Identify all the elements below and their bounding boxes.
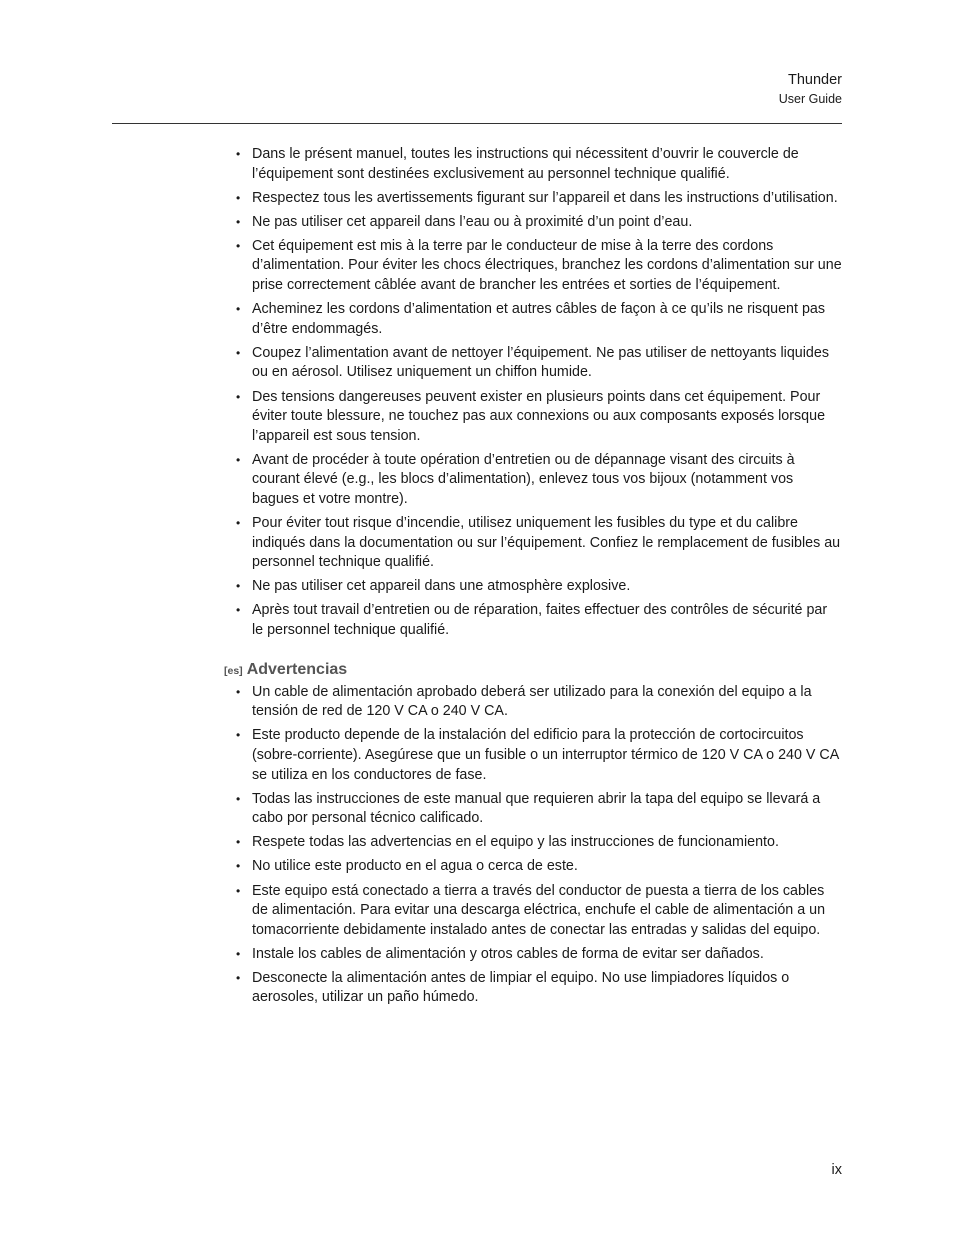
list-item: • Avant de procéder à toute opération d’entretien ou de dépannage visant des circuits à courant élevé (e.g., les blocs d’alimentation), enlevez tous vos bijoux (notamment vos bagues et votre montre). <box>236 451 842 510</box>
list-item: • Este equipo está conectado a tierra a través del conductor de puesta a tierra de los cables de alimentación. Para evitar una descarga eléctrica, enchufe el cable de alimentación a un tomacorriente debidamente instalado antes de conectar las entradas y salidas del equipo. <box>236 882 842 941</box>
page-header <box>779 70 842 109</box>
header-subtitle: User Guide <box>778 92 842 106</box>
list-item: • Todas las instrucciones de este manual que requieren abrir la tapa del equipo se llevará a cabo por personal técnico calificado. <box>236 790 842 829</box>
main-content <box>224 145 842 1013</box>
french-warnings-list <box>236 145 842 641</box>
list-item: • Dans le présent manuel, toutes les instructions qui nécessitent d’ouvrir le couvercle de l’équipement sont destinées exclusivement au personnel technique qualifié. <box>236 145 842 184</box>
list-item: • Pour éviter tout risque d’incendie, utilisez uniquement les fusibles du type et du calibre indiqués dans la documentation ou sur l’équipement. Confiez le remplacement de fusibles au personnel technique qualifié. <box>236 514 842 573</box>
list-item: • No utilice este producto en el agua o cerca de este. <box>236 857 842 877</box>
section-title: Advertencias <box>246 660 348 678</box>
language-tag: [es] <box>224 664 243 677</box>
list-item: • Cet équipement est mis à la terre par le conducteur de mise à la terre des cordons d’alimentation. Pour éviter les chocs électriques, branchez les cordons d’alimentation sur une prise correctement câblée avant de brancher les entrées et sorties de l’équipement. <box>236 237 842 296</box>
spanish-section-heading <box>224 661 842 679</box>
list-item: • Coupez l’alimentation avant de nettoyer l’équipement. Ne pas utiliser de nettoyants liquides ou en aérosol. Utilisez uniquement un chiffon humide. <box>236 344 842 383</box>
list-item: • Ne pas utiliser cet appareil dans l’eau ou à proximité d’un point d’eau. <box>236 213 842 233</box>
list-item: • Après tout travail d’entretien ou de réparation, faites effectuer des contrôles de sécurité par le personnel technique qualifié. <box>236 601 842 640</box>
list-item: • Des tensions dangereuses peuvent exister en plusieurs points dans cet équipement. Pour éviter toute blessure, ne touchez pas aux connexions ou aux composants exposés lorsque l’appareil est sous tension. <box>236 388 842 447</box>
list-item: • Respete todas las advertencias en el equipo y las instrucciones de funcionamiento. <box>236 833 842 853</box>
spanish-warnings-list <box>236 683 842 1008</box>
list-item: • Ne pas utiliser cet appareil dans une atmosphère explosive. <box>236 577 842 597</box>
list-item: • Instale los cables de alimentación y otros cables de forma de evitar ser dañados. <box>236 945 842 965</box>
header-rule <box>112 123 842 124</box>
list-item: • Acheminez les cordons d’alimentation et autres câbles de façon à ce qu’ils ne risquent pas d’être endommagés. <box>236 300 842 339</box>
list-item: • Este producto depende de la instalación del edificio para la protección de cortocircuitos (sobre-corriente). Asegúrese que un fusible o un interruptor térmico de 120 V CA o 240 V CA se utiliza en los conductores de fase. <box>236 726 842 785</box>
list-item: • Desconecte la alimentación antes de limpiar el equipo. No use limpiadores líquidos o aerosoles, utilizar un paño húmedo. <box>236 969 842 1008</box>
list-item: • Un cable de alimentación aprobado deberá ser utilizado para la conexión del equipo a la tensión de red de 120 V CA o 240 V CA. <box>236 683 842 722</box>
page-number: ix <box>831 1162 842 1178</box>
header-title: Thunder <box>787 72 842 88</box>
list-item: • Respectez tous les avertissements figurant sur l’appareil et dans les instructions d’utilisation. <box>236 189 842 209</box>
